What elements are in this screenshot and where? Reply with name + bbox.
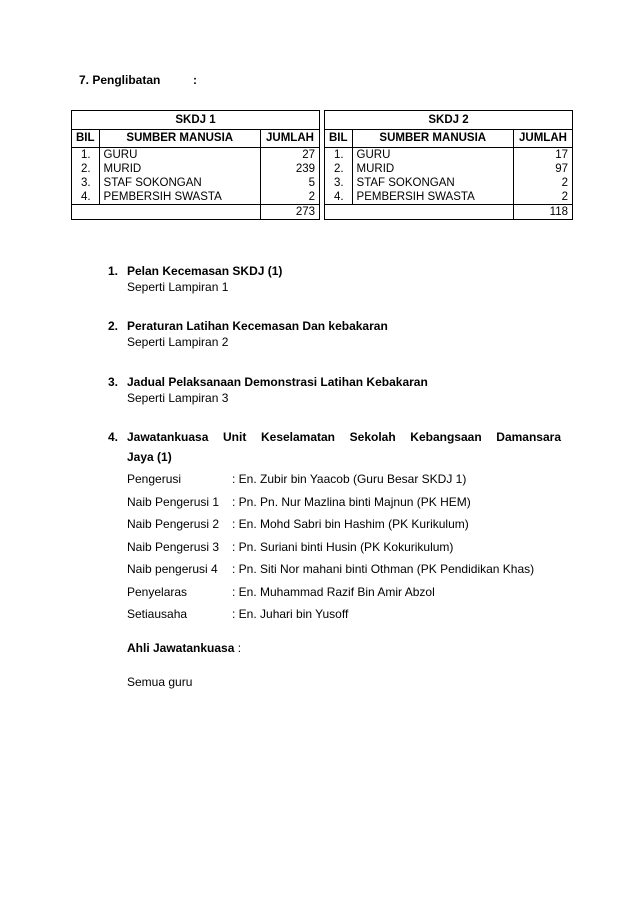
committee-role-row — [127, 495, 471, 509]
table-total-row — [72, 205, 320, 220]
item-title: Pelan Kecemasan SKDJ (1) — [127, 264, 283, 278]
column-header-jumlah: JUMLAH — [514, 130, 573, 148]
committee-role-row — [127, 517, 469, 531]
table-row — [325, 148, 573, 163]
skdj2-table — [324, 110, 573, 220]
role-person: : En. Muhammad Razif Bin Amir Abzol — [232, 585, 435, 599]
cell-sumber: PEMBERSIH SWASTA — [99, 190, 260, 205]
cell-jumlah: 5 — [261, 176, 320, 190]
cell-bil: 1. — [325, 148, 353, 163]
cell-bil: 4. — [325, 190, 353, 205]
item-title: Jadual Pelaksanaan Demonstrasi Latihan Kebakaran — [127, 375, 428, 389]
table-row — [325, 190, 573, 205]
cell-bil: 2. — [325, 162, 353, 176]
cell-jumlah: 239 — [261, 162, 320, 176]
cell-sumber: MURID — [99, 162, 260, 176]
table-row — [72, 190, 320, 205]
table-row — [325, 162, 573, 176]
table-total-row — [325, 205, 573, 220]
cell-jumlah: 2 — [261, 190, 320, 205]
members-label: Ahli Jawatankuasa — [127, 641, 235, 655]
table-row — [72, 176, 320, 190]
table-row — [72, 162, 320, 176]
committee-members: Semua guru — [127, 675, 193, 689]
item-subtitle: Seperti Lampiran 2 — [127, 335, 229, 349]
total-blank-cell — [72, 205, 261, 220]
cell-jumlah: 97 — [514, 162, 573, 176]
skdj1-table — [71, 110, 320, 220]
role-name: Naib pengerusi 4 — [127, 562, 218, 576]
cell-jumlah: 2 — [514, 190, 573, 205]
role-person: : En. Juhari bin Yusoff — [232, 607, 349, 621]
column-header-bil: BIL — [72, 130, 100, 148]
cell-sumber: GURU — [352, 148, 513, 163]
cell-sumber: GURU — [99, 148, 260, 163]
item-subtitle: Seperti Lampiran 3 — [127, 391, 229, 405]
committee-role-row — [127, 472, 466, 486]
table-row — [325, 176, 573, 190]
cell-sumber: STAF SOKONGAN — [99, 176, 260, 190]
cell-total: 273 — [261, 205, 320, 220]
cell-jumlah: 2 — [514, 176, 573, 190]
role-name: Penyelaras — [127, 585, 188, 599]
members-colon: : — [234, 641, 242, 655]
column-header-jumlah: JUMLAH — [261, 130, 320, 148]
item-number: 4. — [108, 430, 119, 444]
cell-bil: 4. — [72, 190, 100, 205]
cell-bil: 2. — [72, 162, 100, 176]
column-header-bil: BIL — [325, 130, 353, 148]
role-name: Naib Pengerusi 2 — [127, 517, 220, 531]
item-number: 1. — [108, 264, 119, 278]
role-name: Pengerusi — [127, 472, 182, 486]
role-person: : Pn. Siti Nor mahani binti Othman (PK Pendidikan Khas) — [232, 562, 535, 576]
role-name: Naib Pengerusi 3 — [127, 540, 220, 554]
section-colon: : — [193, 73, 197, 87]
cell-bil: 3. — [72, 176, 100, 190]
column-header-sumber: SUMBER MANUSIA — [99, 130, 260, 148]
cell-sumber: STAF SOKONGAN — [352, 176, 513, 190]
cell-sumber: MURID — [352, 162, 513, 176]
role-name: Setiausaha — [127, 607, 188, 621]
column-header-sumber: SUMBER MANUSIA — [352, 130, 513, 148]
item-number: 3. — [108, 375, 119, 389]
table-title: SKDJ 2 — [325, 111, 573, 130]
committee-role-row — [127, 585, 435, 599]
table-row — [72, 148, 320, 163]
role-person: : Pn. Pn. Nur Mazlina binti Majnun (PK HEM) — [232, 495, 471, 509]
committee-title-line1: Jawatankuasa Unit Keselamatan Sekolah Kebangsaan Damansara — [127, 430, 561, 444]
section-title: 7. Penglibatan — [79, 73, 161, 87]
table-title: SKDJ 1 — [72, 111, 320, 130]
role-person: : En. Zubir bin Yaacob (Guru Besar SKDJ 1) — [232, 472, 467, 486]
role-person: : En. Mohd Sabri bin Hashim (PK Kurikulum) — [232, 517, 469, 531]
item-number: 2. — [108, 319, 119, 333]
total-blank-cell — [325, 205, 514, 220]
cell-bil: 1. — [72, 148, 100, 163]
item-subtitle: Seperti Lampiran 1 — [127, 280, 229, 294]
cell-bil: 3. — [325, 176, 353, 190]
committee-members-heading — [127, 641, 241, 655]
cell-sumber: PEMBERSIH SWASTA — [352, 190, 513, 205]
cell-jumlah: 17 — [514, 148, 573, 163]
item-title: Peraturan Latihan Kecemasan Dan kebakaran — [127, 319, 388, 333]
role-name: Naib Pengerusi 1 — [127, 495, 220, 509]
committee-title-line2: Jaya (1) — [127, 450, 172, 464]
cell-total: 118 — [514, 205, 573, 220]
committee-role-row — [127, 607, 348, 621]
cell-jumlah: 27 — [261, 148, 320, 163]
committee-role-row — [127, 540, 453, 554]
committee-role-row — [127, 562, 534, 576]
role-person: : Pn. Suriani binti Husin (PK Kokurikulum) — [232, 540, 454, 554]
section-heading — [79, 73, 197, 87]
